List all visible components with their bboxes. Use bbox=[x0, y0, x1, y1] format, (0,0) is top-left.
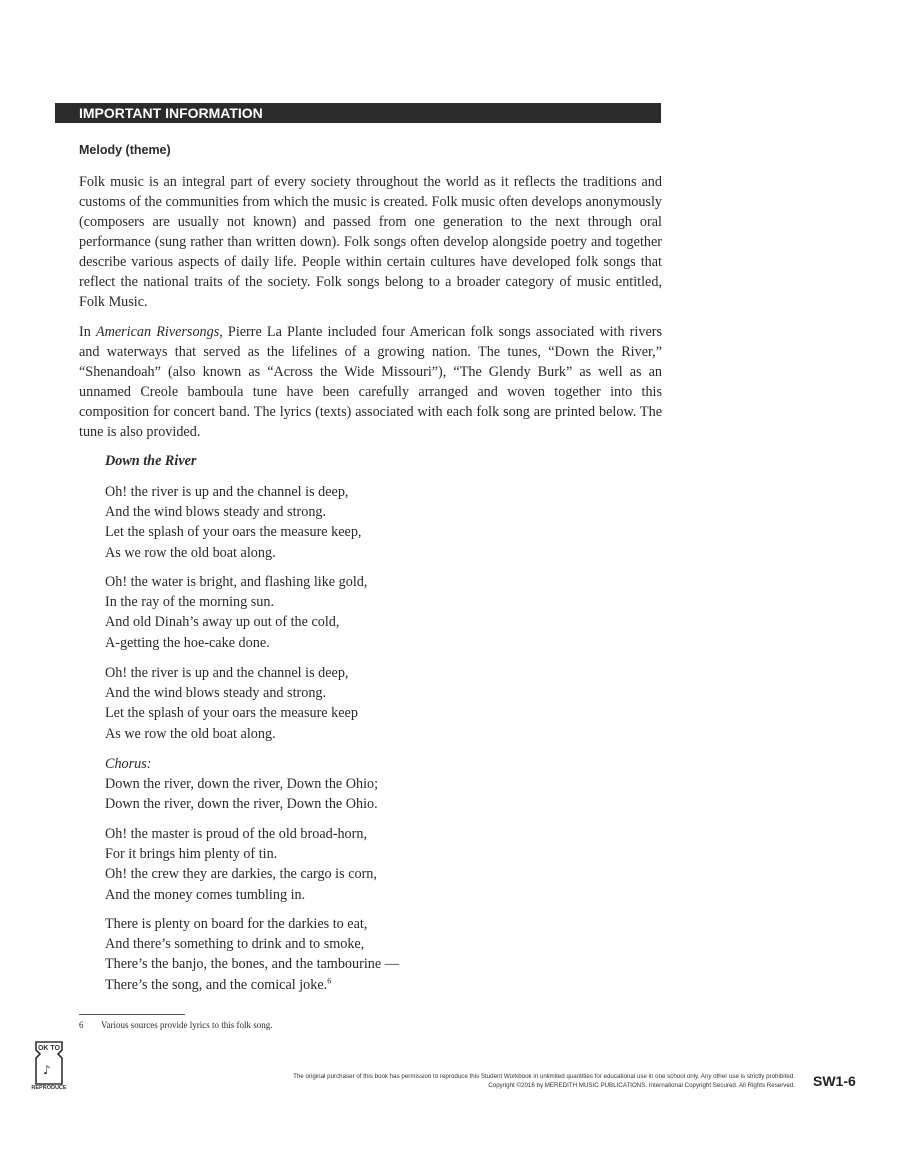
lyric-line: For it brings him plenty of tin. bbox=[105, 846, 278, 863]
stanza-1 bbox=[105, 482, 361, 563]
lyric-line bbox=[105, 975, 399, 995]
svg-text:♪: ♪ bbox=[43, 1063, 51, 1077]
section-header: IMPORTANT INFORMATION bbox=[55, 103, 661, 123]
lyric-line: Oh! the crew they are darkies, the cargo is corn, bbox=[105, 866, 377, 883]
lyric-line: There’s the banjo, the bones, and the tambourine — bbox=[105, 956, 399, 973]
lyric-line: As we row the old boat along. bbox=[105, 544, 276, 561]
stanza-4 bbox=[105, 824, 377, 905]
lyric-line: Oh! the master is proud of the old broad-horn, bbox=[105, 826, 368, 842]
lyric-line: And the wind blows steady and strong. bbox=[105, 504, 327, 521]
legal-line-2: Copyright ©2016 by MEREDITH MUSIC PUBLICATIONS. International Copyright Secured. All Rights Reserved. bbox=[488, 1081, 795, 1089]
footnote-divider bbox=[79, 1014, 185, 1015]
lyric-line: And the wind blows steady and strong. bbox=[105, 685, 327, 702]
lyric-line: Oh! the water is bright, and flashing like gold, bbox=[105, 574, 368, 590]
badge-top-text: OK TO bbox=[37, 1045, 61, 1052]
lyric-line: A-getting the hoe-cake done. bbox=[105, 634, 270, 651]
p2-italic-title: American Riversongs bbox=[95, 324, 220, 340]
lyric-line: In the ray of the morning sun. bbox=[105, 594, 275, 611]
stanza-3 bbox=[105, 663, 358, 744]
lyric-line: Let the splash of your oars the measure keep bbox=[105, 705, 358, 722]
lyric-line: Oh! the river is up and the channel is deep, bbox=[105, 665, 349, 681]
stanza-2 bbox=[105, 572, 367, 653]
badge-bottom-text: REPRODUCE bbox=[31, 1085, 67, 1090]
footnote-ref: 6 bbox=[327, 975, 332, 985]
p2-after: , Pierre La Plante included four American folk songs associated with rivers and waterways that served as the lifelines of a growing nation. The tunes, “Down the River,” “Shenandoah” (also known as “Across the Wide Missouri”), “The Glendy Burk” as well as an unnamed Creole bamboula tune have been carefully arranged and woven together into this composition for concert band. The lyrics (texts) associated with each folk song are printed below. The tune is also provided. bbox=[79, 324, 662, 440]
lyric-line: As we row the old boat along. bbox=[105, 725, 276, 742]
lyric-line: And old Dinah’s away up out of the cold, bbox=[105, 614, 340, 631]
copyright-notice bbox=[82, 1073, 795, 1090]
stanza-5 bbox=[105, 914, 399, 995]
p2-before: In bbox=[79, 324, 96, 340]
footnote bbox=[79, 1020, 272, 1030]
lyric-line: Down the river, down the river, Down the Ohio. bbox=[105, 796, 378, 813]
song-title: Down the River bbox=[105, 453, 197, 469]
subheading-melody: Melody (theme) bbox=[79, 143, 171, 157]
lyric-text: There’s the song, and the comical joke. bbox=[105, 976, 328, 993]
lyric-line: Down the river, down the river, Down the Ohio; bbox=[105, 776, 379, 793]
footnote-number: 6 bbox=[79, 1020, 84, 1030]
lyric-line: And there’s something to drink and to smoke, bbox=[105, 936, 365, 953]
lyric-line: Let the splash of your oars the measure keep, bbox=[105, 524, 362, 541]
paragraph-folk-music: Folk music is an integral part of every society throughout the world as it reflects the traditions and customs of the communities from which the music is created. Folk music often develops anonymously (composers are usually not known) and passed from one generation to the next through oral performance (sung rather than written down). Folk songs often develop alongside poetry and together describe various aspects of daily life. People within certain cultures have developed folk songs that reflect the national traits of the society. Folk songs belong to a broader category of music entitled, Folk Music. bbox=[79, 174, 662, 310]
chorus bbox=[105, 754, 378, 815]
lyric-line: There is plenty on board for the darkies to eat, bbox=[105, 916, 368, 932]
ok-to-reproduce-icon bbox=[24, 1038, 74, 1090]
page-number: SW1-6 bbox=[813, 1073, 856, 1089]
lyric-line: And the money comes tumbling in. bbox=[105, 886, 306, 903]
paragraph-american-riversongs bbox=[79, 322, 662, 442]
footnote-text: Various sources provide lyrics to this folk song. bbox=[101, 1020, 273, 1030]
lyric-line: Oh! the river is up and the channel is deep, bbox=[105, 484, 349, 500]
chorus-label: Chorus: bbox=[105, 756, 152, 772]
legal-line-1: The original purchaser of this book has permission to reproduce this Student Workbook in unlimited quantities for educational use in one school only. Any other use is strictly prohibited. bbox=[293, 1073, 795, 1080]
